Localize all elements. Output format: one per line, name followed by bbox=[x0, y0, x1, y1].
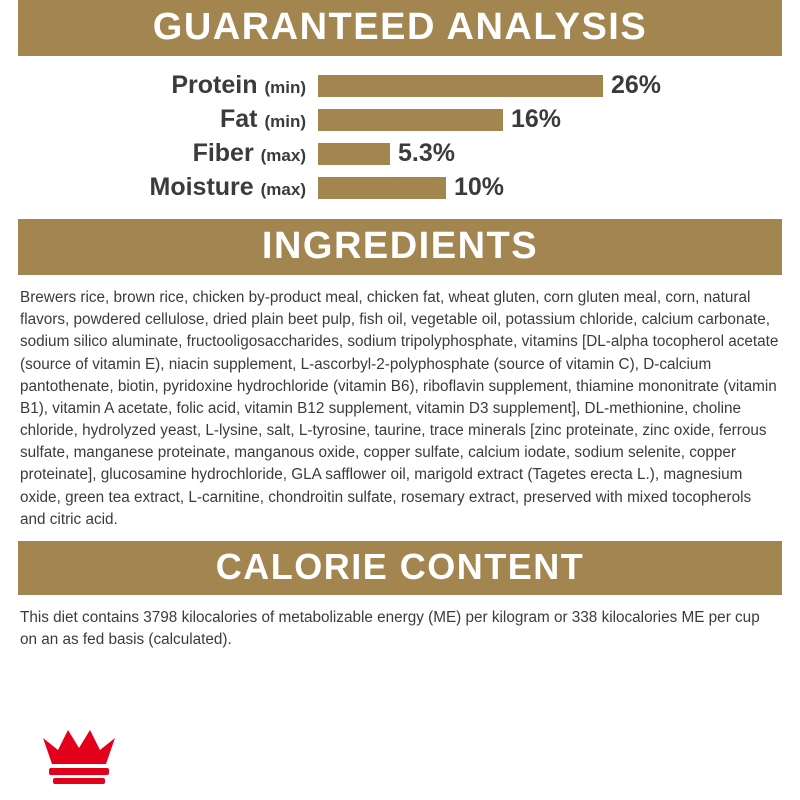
nutrient-value: 10% bbox=[454, 173, 505, 201]
nutrient-qualifier: (min) bbox=[264, 78, 306, 97]
table-row bbox=[18, 70, 782, 101]
ingredients-heading: INGREDIENTS bbox=[18, 219, 782, 275]
nutrient-label bbox=[18, 139, 318, 168]
ingredients-text: Brewers rice, brown rice, chicken by-product meal, chicken fat, wheat gluten, corn gluten meal, corn, natural flavors, powdered cellulose, dried plain beet pulp, fish oil, vegetable oil, potassium chloride, calcium carbonate, sodium silico aluminate, fructooligosaccharides, sodium tripolyphosphate, vitamins [DL-alpha tocopherol acetate (source of vitamin E), niacin supplement, L-ascorbyl-2-polyphosphate (source of vitamin C), D-calcium pantothenate, biotin, pyridoxine hydrochloride (vitamin B6), riboflavin supplement, thiamine mononitrate (vitamin B1), vitamin A acetate, folic acid, vitamin B12 supplement, vitamin D3 supplement], DL-methionine, choline chloride, hydrolyzed yeast, L-lysine, salt, L-tyrosine, taurine, trace minerals [zinc proteinate, zinc oxide, ferrous sulfate, manganese proteinate, manganous oxide, copper sulfate, calcium iodate, sodium selenite, copper proteinate], glucosamine hydrochloride, GLA safflower oil, marigold extract (Tagetes erecta L.), magnesium oxide, green tea extract, L-carnitine, chondroitin sulfate, rosemary extract, preserved with mixed tocopherols and citric acid. bbox=[20, 289, 779, 528]
nutrient-qualifier: (min) bbox=[264, 112, 306, 131]
nutrient-value: 16% bbox=[511, 105, 562, 133]
royal-canin-crown-logo-icon bbox=[40, 724, 118, 786]
nutrient-label bbox=[18, 173, 318, 202]
calorie-content-text: This diet contains 3798 kilocalories of metabolizable energy (ME) per kilogram or 338 kilocalories ME per cup on an as fed basis (calculated). bbox=[20, 608, 760, 649]
nutrient-name: Fat bbox=[220, 105, 258, 133]
nutrient-qualifier: (max) bbox=[260, 146, 306, 165]
nutrient-value: 26% bbox=[611, 71, 662, 99]
calorie-content-heading: CALORIE CONTENT bbox=[18, 541, 782, 595]
nutrient-name: Moisture bbox=[149, 173, 254, 201]
table-row bbox=[18, 104, 782, 135]
nutrient-bar bbox=[318, 75, 603, 97]
nutrient-qualifier: (max) bbox=[260, 180, 306, 199]
nutrient-bar bbox=[318, 143, 390, 165]
nutrient-label bbox=[18, 71, 318, 100]
footer bbox=[0, 714, 800, 800]
nutrient-name: Fiber bbox=[192, 139, 254, 167]
table-row bbox=[18, 172, 782, 203]
nutrient-bar bbox=[318, 109, 503, 131]
nutrient-label bbox=[18, 105, 318, 134]
nutrient-value: 5.3% bbox=[398, 139, 455, 167]
guaranteed-analysis-table bbox=[18, 70, 782, 203]
nutrient-bar bbox=[318, 177, 446, 199]
nutrient-name: Protein bbox=[171, 71, 258, 99]
guaranteed-analysis-heading: GUARANTEED ANALYSIS bbox=[18, 0, 782, 56]
table-row bbox=[18, 138, 782, 169]
